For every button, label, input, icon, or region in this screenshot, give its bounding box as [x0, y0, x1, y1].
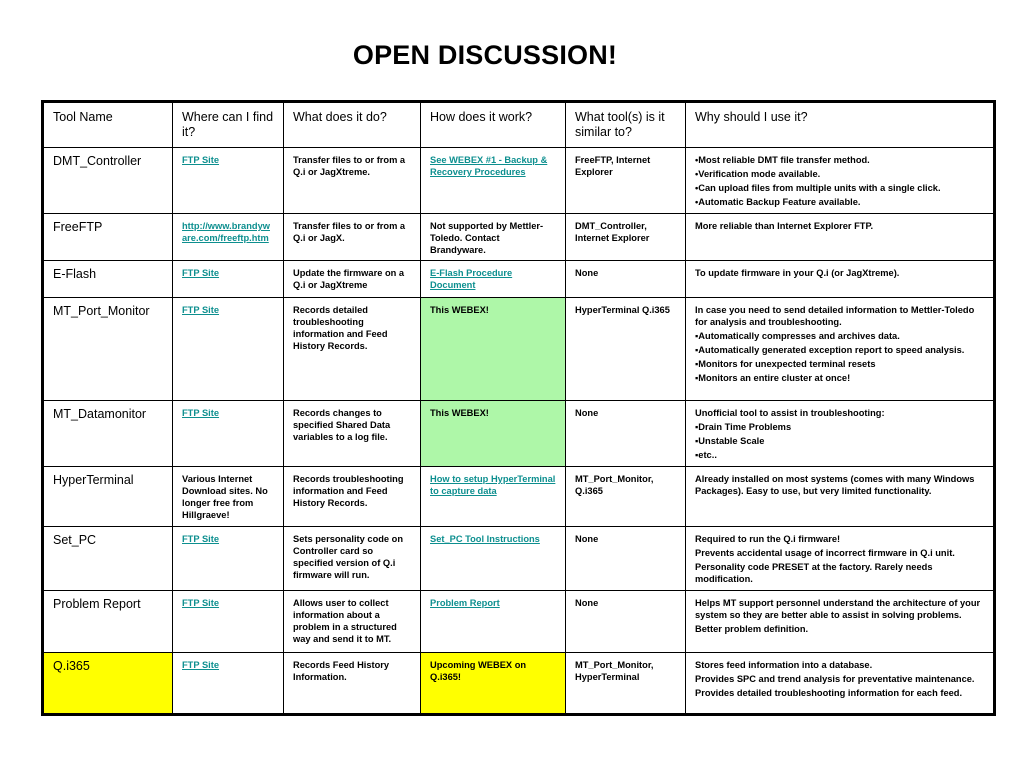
setpc-instructions-link[interactable]: Set_PC Tool Instructions	[430, 534, 540, 544]
similar-cell: None	[566, 261, 686, 298]
where-cell	[173, 527, 284, 591]
hyperterminal-setup-link[interactable]: How to setup HyperTerminal to capture data	[430, 474, 556, 496]
where-cell	[173, 261, 284, 298]
why-item: Stores feed information into a database.	[695, 660, 873, 670]
table-row	[43, 401, 995, 467]
tool-name: Set_PC	[43, 527, 173, 591]
what-cell: Records troubleshooting information and Feed History Records.	[284, 467, 421, 527]
why-item: Provides SPC and trend analysis for preventative maintenance.	[695, 674, 975, 684]
table-row	[43, 467, 995, 527]
how-cell	[421, 527, 566, 591]
what-cell: Records Feed History Information.	[284, 653, 421, 715]
where-cell	[173, 298, 284, 401]
why-item: •Automatic Backup Feature available.	[695, 197, 861, 207]
why-cell	[686, 261, 995, 298]
tool-name: Q.i365	[43, 653, 173, 715]
tool-name: HyperTerminal	[43, 467, 173, 527]
why-item: ▪Automatically generated exception report to speed analysis.	[695, 345, 965, 355]
header-tool-name: Tool Name	[43, 102, 173, 148]
ftp-site-link[interactable]: FTP Site	[182, 598, 220, 608]
why-item: ▪Unstable Scale	[695, 436, 765, 446]
similar-cell: FreeFTP, Internet Explorer	[566, 148, 686, 214]
why-item: Already installed on most systems (comes with many Windows Packages). Easy to use, but very limited functionality.	[695, 474, 975, 496]
why-cell	[686, 401, 995, 467]
why-item: ▪Drain Time Problems	[695, 422, 792, 432]
where-cell	[173, 401, 284, 467]
header-how: How does it work?	[421, 102, 566, 148]
header-why: Why should I use it?	[686, 102, 995, 148]
why-item: To update firmware in your Q.i (or JagXtreme).	[695, 268, 900, 278]
why-cell	[686, 527, 995, 591]
why-item: ▪Automatically compresses and archives data.	[695, 331, 900, 341]
why-item: •Verification mode available.	[695, 169, 821, 179]
table-row	[43, 298, 995, 401]
problem-report-link[interactable]: Problem Report	[430, 598, 500, 608]
ftp-site-link[interactable]: FTP Site	[182, 305, 220, 315]
why-item: Helps MT support personnel understand the architecture of your system so they are better able to assist in solving problems.	[695, 598, 981, 620]
where-cell	[173, 653, 284, 715]
tool-name: E-Flash	[43, 261, 173, 298]
table-row	[43, 653, 995, 715]
how-cell	[421, 467, 566, 527]
table-row	[43, 527, 995, 591]
table-row	[43, 148, 995, 214]
what-cell: Transfer files to or from a Q.i or JagX.	[284, 214, 421, 261]
why-item: ▪etc..	[695, 450, 717, 460]
table-row	[43, 591, 995, 653]
what-cell: Records changes to specified Shared Data variables to a log file.	[284, 401, 421, 467]
where-cell	[173, 214, 284, 261]
why-item: Better problem definition.	[695, 624, 809, 634]
ftp-site-link[interactable]: FTP Site	[182, 155, 220, 165]
why-item: •Can upload files from multiple units with a single click.	[695, 183, 941, 193]
similar-cell: MT_Port_Monitor, Q.i365	[566, 467, 686, 527]
eflash-procedure-link[interactable]: E-Flash Procedure Document	[430, 268, 513, 290]
ftp-site-link[interactable]: FTP Site	[182, 408, 220, 418]
why-cell	[686, 591, 995, 653]
brandyware-link[interactable]: http://www.brandyware.com/freeftp.htm	[182, 221, 270, 243]
what-cell: Allows user to collect information about a problem in a structured way and send it to MT.	[284, 591, 421, 653]
how-cell	[421, 591, 566, 653]
tool-name: MT_Datamonitor	[43, 401, 173, 467]
why-cell	[686, 653, 995, 715]
why-item: ▪Monitors for unexpected terminal resets	[695, 359, 876, 369]
ftp-site-link[interactable]: FTP Site	[182, 268, 220, 278]
why-cell	[686, 467, 995, 527]
how-cell: Not supported by Mettler-Toledo. Contact Brandyware.	[421, 214, 566, 261]
why-item: Provides detailed troubleshooting information for each feed.	[695, 688, 963, 698]
what-cell: Transfer files to or from a Q.i or JagXtreme.	[284, 148, 421, 214]
slide-title: OPEN DISCUSSION!	[352, 40, 618, 70]
why-item: Personality code PRESET at the factory. Rarely needs modification.	[695, 562, 933, 584]
what-cell: Records detailed troubleshooting information and Feed History Records.	[284, 298, 421, 401]
why-item: In case you need to send detailed information to Mettler-Toledo for analysis and troubleshooting.	[695, 305, 975, 327]
similar-cell: None	[566, 527, 686, 591]
tool-name: Problem Report	[43, 591, 173, 653]
similar-cell: HyperTerminal Q.i365	[566, 298, 686, 401]
why-item: More reliable than Internet Explorer FTP.	[695, 221, 874, 231]
how-cell: This WEBEX!	[421, 298, 566, 401]
how-cell	[421, 261, 566, 298]
ftp-site-link[interactable]: FTP Site	[182, 534, 220, 544]
where-cell	[173, 591, 284, 653]
why-item: Required to run the Q.i firmware!	[695, 534, 841, 544]
tool-name: FreeFTP	[43, 214, 173, 261]
why-item: •Most reliable DMT file transfer method.	[695, 155, 870, 165]
tools-table	[41, 100, 996, 716]
header-what: What does it do?	[284, 102, 421, 148]
what-cell: Sets personality code on Controller card so specified version of Q.i firmware will run.	[284, 527, 421, 591]
header-similar: What tool(s) is it similar to?	[566, 102, 686, 148]
why-cell	[686, 148, 995, 214]
tool-name: DMT_Controller	[43, 148, 173, 214]
what-cell: Update the firmware on a Q.i or JagXtreme	[284, 261, 421, 298]
where-cell: Various Internet Download sites. No longer free from Hillgraeve!	[173, 467, 284, 527]
table-row	[43, 261, 995, 298]
similar-cell: DMT_Controller, Internet Explorer	[566, 214, 686, 261]
table-row	[43, 214, 995, 261]
how-cell: Upcoming WEBEX on Q.i365!	[421, 653, 566, 715]
header-where: Where can I find it?	[173, 102, 284, 148]
why-item: ▪Monitors an entire cluster at once!	[695, 373, 851, 383]
why-item: Unofficial tool to assist in troubleshooting:	[695, 408, 885, 418]
similar-cell: None	[566, 591, 686, 653]
similar-cell: MT_Port_Monitor, HyperTerminal	[566, 653, 686, 715]
how-cell: This WEBEX!	[421, 401, 566, 467]
why-cell	[686, 214, 995, 261]
why-cell	[686, 298, 995, 401]
where-cell	[173, 148, 284, 214]
how-cell	[421, 148, 566, 214]
webex-backup-link[interactable]: See WEBEX #1 - Backup & Recovery Procedures	[430, 155, 548, 177]
similar-cell: None	[566, 401, 686, 467]
why-item: Prevents accidental usage of incorrect firmware in Q.i unit.	[695, 548, 955, 558]
header-row	[43, 102, 995, 148]
tool-name: MT_Port_Monitor	[43, 298, 173, 401]
ftp-site-link[interactable]: FTP Site	[182, 660, 220, 670]
